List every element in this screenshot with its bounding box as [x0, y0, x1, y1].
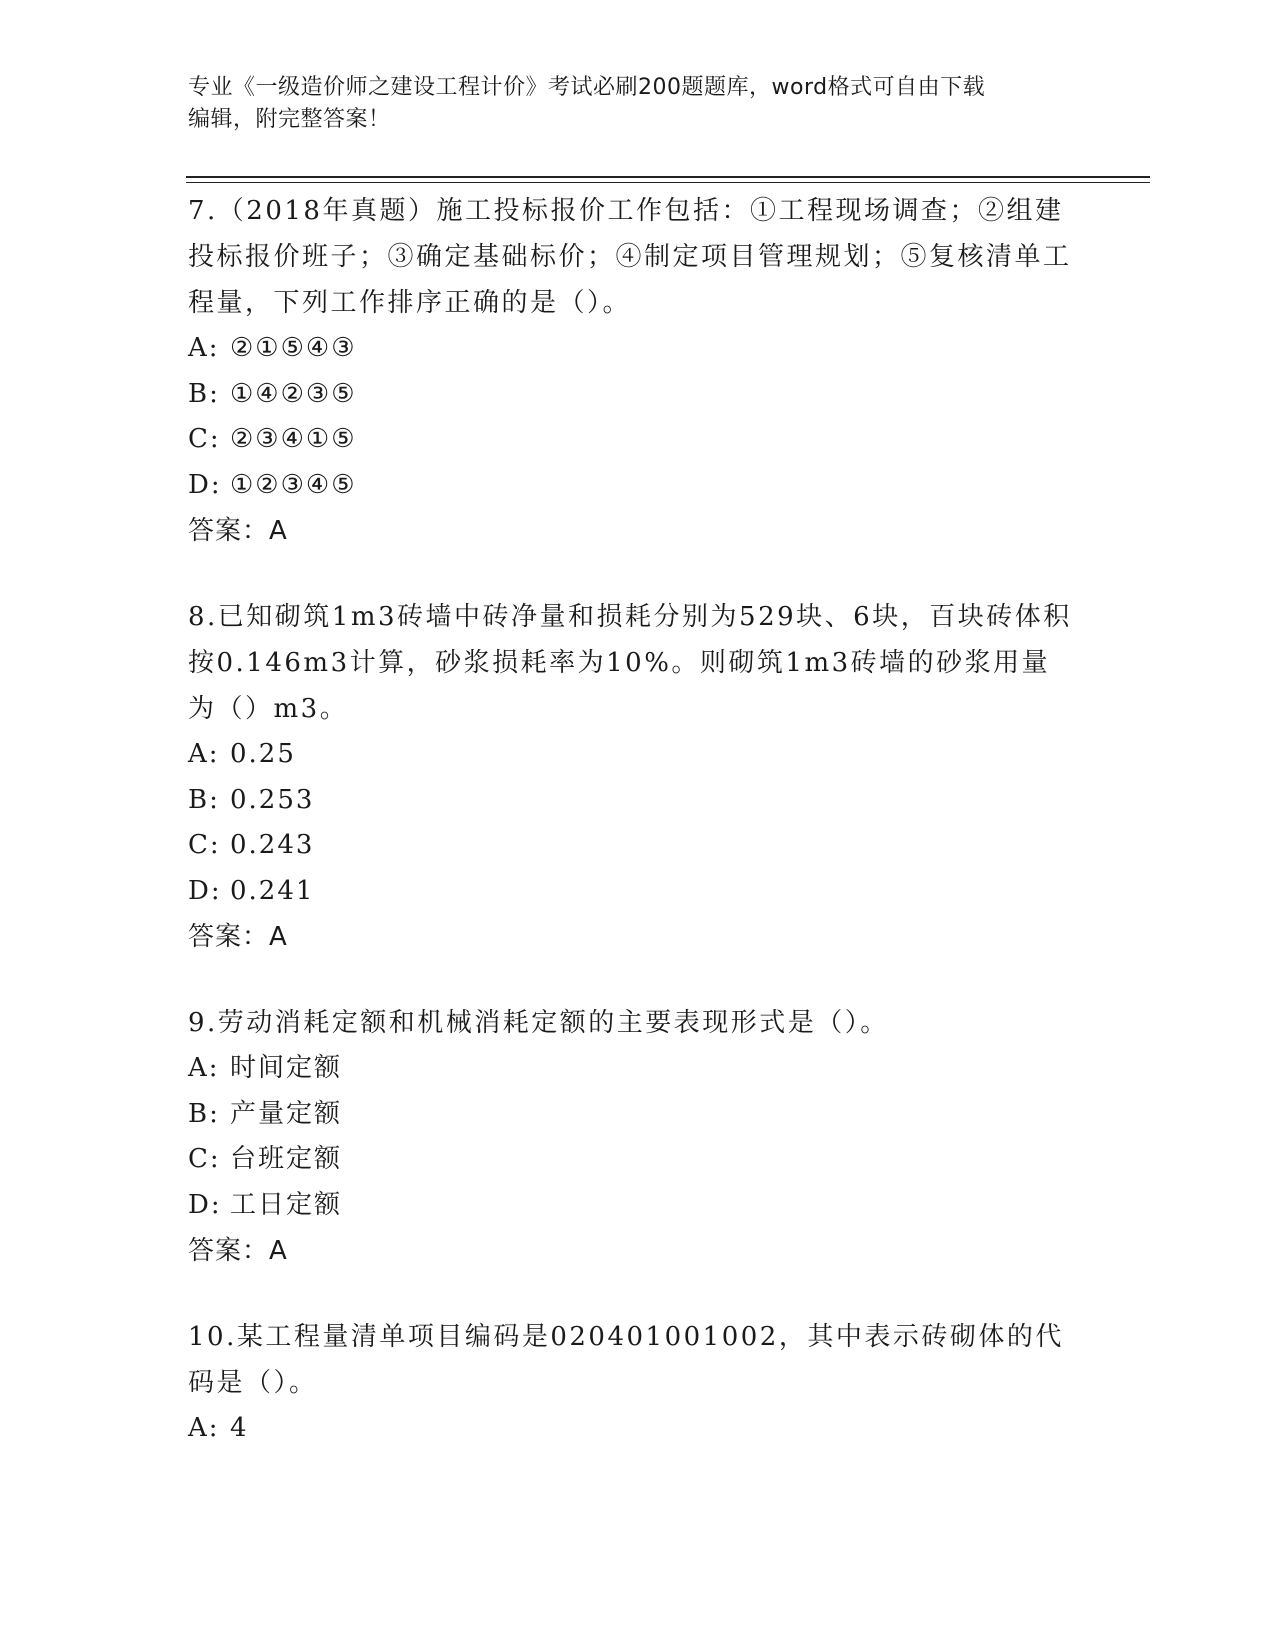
option-c — [188, 823, 1078, 869]
option-label: B: — [188, 784, 220, 815]
option-label: D: — [188, 1189, 222, 1220]
option-label: A: — [188, 739, 220, 769]
option-c — [188, 417, 1078, 463]
option-c — [188, 1137, 1078, 1183]
option-d — [188, 463, 1078, 509]
option-text: 工日定额 — [230, 1189, 343, 1220]
header-line-1: 专业《一级造价师之建设工程计价》考试必刷200题题库，word格式可自由下载 — [188, 75, 986, 100]
option-text: 4 — [230, 1413, 249, 1443]
option-b — [188, 778, 1078, 824]
option-label: B: — [188, 1098, 220, 1129]
question-9 — [188, 1000, 1078, 1274]
document-header — [188, 72, 1068, 136]
answer-line: 答案：A — [188, 922, 288, 952]
option-d — [188, 1183, 1078, 1229]
option-label: B: — [188, 378, 220, 409]
option-text: ②③④①⑤ — [230, 424, 357, 454]
question-text: 9.劳动消耗定额和机械消耗定额的主要表现形式是（）。 — [188, 1008, 889, 1038]
option-text: 0.253 — [230, 784, 315, 815]
option-text: 0.241 — [230, 875, 315, 906]
answer-line: 答案：A — [188, 516, 288, 546]
option-a — [188, 326, 1078, 372]
question-text: 10.某工程量清单项目编码是020401001002，其中表示砖砌体的代码是（）。 — [188, 1322, 1064, 1398]
option-text: 产量定额 — [230, 1098, 343, 1129]
question-text: 8.已知砌筑1m3砖墙中砖净量和损耗分别为529块、6块，百块砖体积按0.146m3计算，砂浆损耗率为10%。则砌筑1m3砖墙的砂浆用量为（）m3。 — [188, 602, 1072, 724]
option-label: A: — [188, 333, 220, 363]
option-b — [188, 372, 1078, 418]
option-label: C: — [188, 424, 221, 454]
question-list — [188, 188, 1078, 1492]
option-label: D: — [188, 875, 222, 906]
header-line-2: 编辑，附完整答案！ — [188, 107, 391, 132]
question-8 — [188, 594, 1078, 960]
option-text: ②①⑤④③ — [230, 333, 357, 363]
option-a — [188, 1046, 1078, 1092]
option-text: 0.25 — [230, 739, 296, 769]
option-text: 时间定额 — [230, 1053, 343, 1083]
option-d — [188, 869, 1078, 915]
option-a — [188, 1406, 1078, 1452]
option-label: C: — [188, 830, 221, 860]
option-label: A: — [188, 1413, 220, 1443]
question-7 — [188, 188, 1078, 554]
option-label: C: — [188, 1144, 221, 1174]
header-divider-thin — [186, 182, 1150, 183]
option-label: D: — [188, 469, 222, 500]
option-a — [188, 732, 1078, 778]
option-text: ①②③④⑤ — [230, 469, 357, 500]
option-text: 台班定额 — [230, 1144, 343, 1174]
option-text: 0.243 — [230, 830, 315, 860]
option-b — [188, 1092, 1078, 1138]
header-divider-thick — [186, 176, 1150, 178]
option-text: ①④②③⑤ — [230, 378, 357, 409]
question-text: 7.（2018年真题）施工投标报价工作包括：①工程现场调查；②组建投标报价班子；③确定基础标价；④制定项目管理规划；⑤复核清单工程量，下列工作排序正确的是（）。 — [188, 196, 1072, 318]
option-label: A: — [188, 1053, 220, 1083]
answer-line: 答案：A — [188, 1236, 288, 1266]
question-10 — [188, 1314, 1078, 1452]
